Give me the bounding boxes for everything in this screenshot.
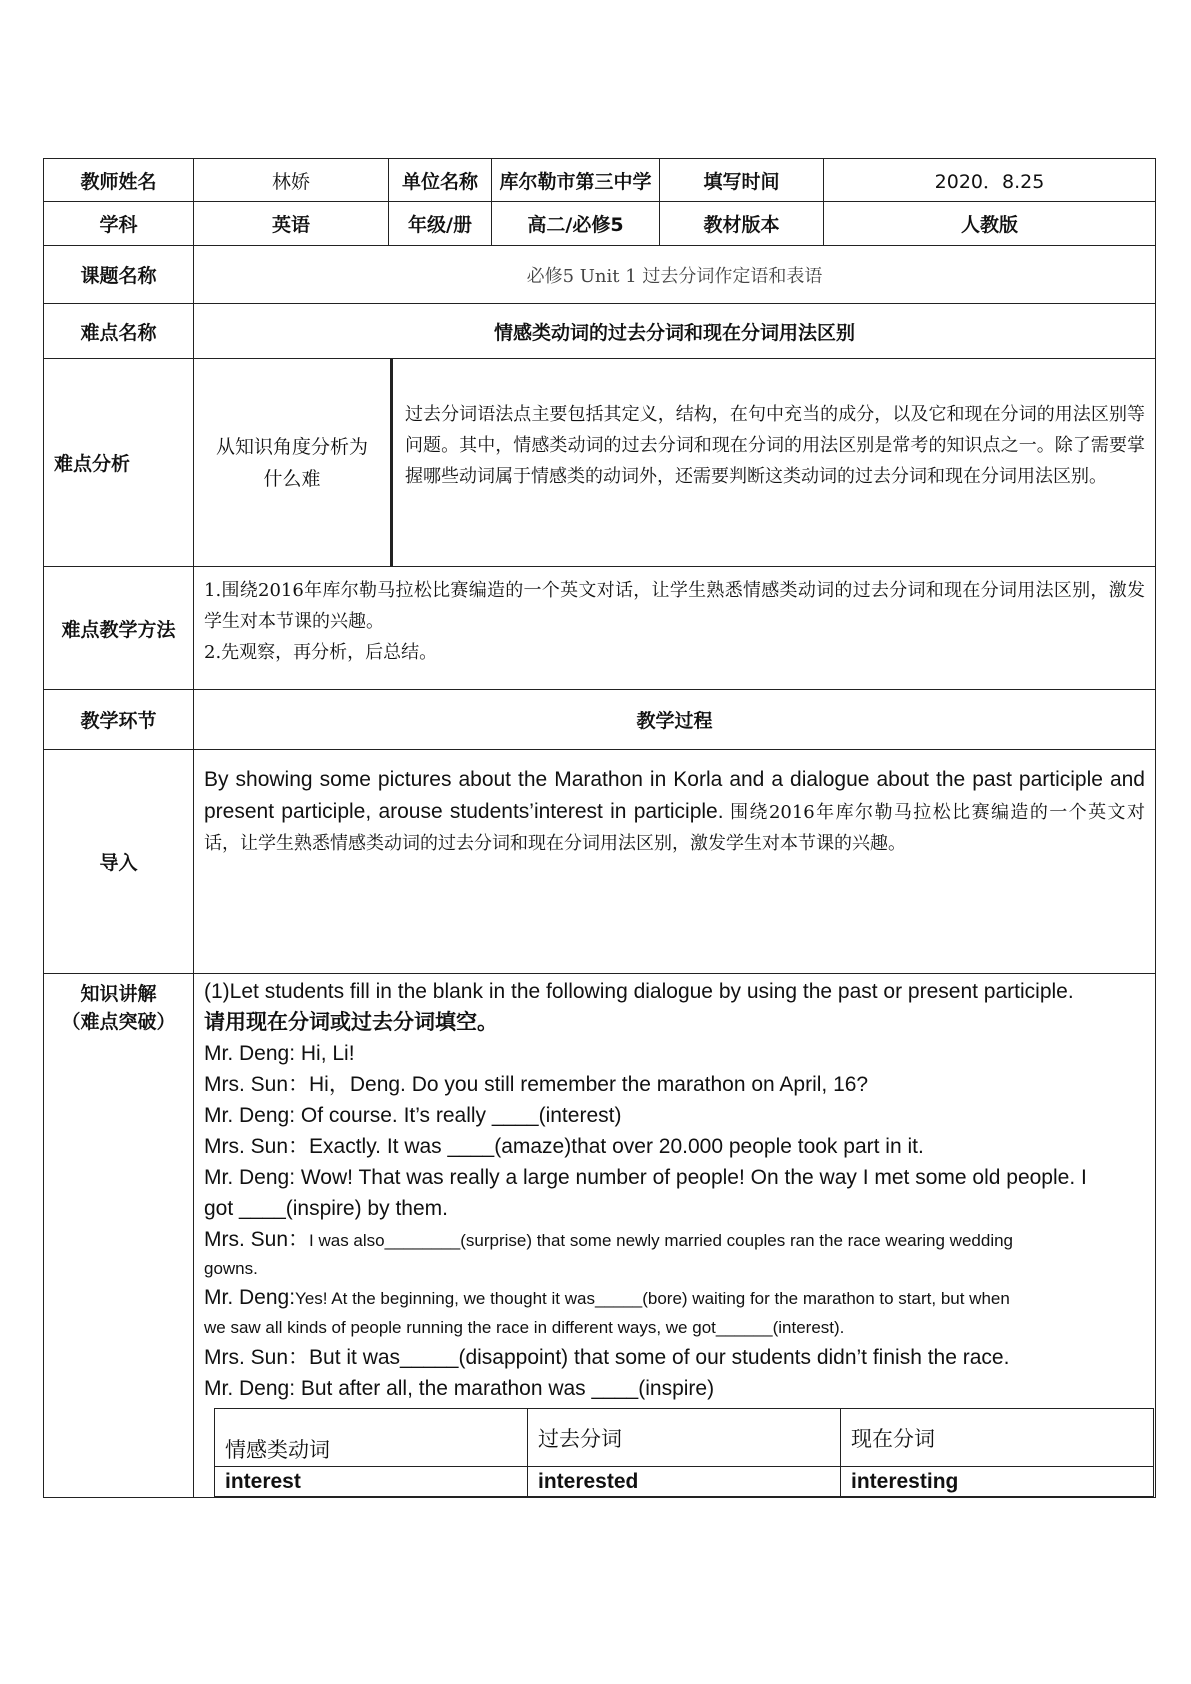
dialogue-line-6-speaker: Mrs. Sun： bbox=[204, 1228, 310, 1251]
verb-cell-present: interesting bbox=[841, 1467, 1154, 1497]
dialogue-line-6-text: I was also________(surprise) that some newly married couples ran the race wearing wedding bbox=[309, 1231, 1014, 1250]
unit-name-value: 库尔勒市第三中学 bbox=[492, 159, 660, 202]
grade-label: 年级/册 bbox=[389, 202, 492, 246]
dialogue-line-9: Mr. Deng: But after all, the marathon was ____(inspire) bbox=[204, 1377, 715, 1400]
process-header: 教学过程 bbox=[194, 690, 1156, 750]
lesson-plan-table bbox=[43, 158, 1156, 1498]
verb-form-table bbox=[214, 1408, 1154, 1497]
intro-text-en: By showing some pictures about the Marathon in Korla and a dialogue about the past participle and present participle, arouse students’interest in participle. bbox=[204, 768, 1145, 823]
analysis-text: 过去分词语法点主要包括其定义，结构，在句中充当的成分，以及它和现在分词的用法区别等问题。其中，情感类动词的过去分词和现在分词的用法区别是常考的知识点之一。除了需要掌握哪些动词属于情感类的动词外，还需要判断这类动词的过去分词和现在分词用法区别。 bbox=[405, 404, 1145, 487]
analysis-cell bbox=[194, 359, 1156, 567]
dialogue-line-7-speaker: Mr. Deng: bbox=[204, 1286, 296, 1309]
verb-header-present: 现在分词 bbox=[841, 1409, 1154, 1467]
analysis-sublabel: 从知识角度分析为什么难 bbox=[215, 435, 368, 490]
dialogue-line-7b: we saw all kinds of people running the race in different ways, we got______(interest). bbox=[204, 1318, 845, 1337]
knowledge-instruction: (1)Let students fill in the blank in the following dialogue by using the past or present participle. bbox=[204, 980, 1074, 1003]
knowledge-sublabel: （难点突破） bbox=[61, 1011, 176, 1033]
verb-header-emotion: 情感类动词 bbox=[215, 1409, 528, 1467]
dialogue-line-7-text: Yes! At the beginning, we thought it was_____(bore) waiting for the marathon to start, but when bbox=[295, 1289, 1010, 1308]
dialogue-line-7 bbox=[204, 1282, 1145, 1314]
knowledge-cell bbox=[194, 974, 1156, 1498]
process-stage-label: 教学环节 bbox=[44, 690, 194, 750]
teacher-name-label: 教师姓名 bbox=[44, 159, 194, 202]
analysis-split bbox=[194, 359, 1155, 566]
fill-date-value: 2020．8.25 bbox=[824, 159, 1156, 202]
intro-paragraph bbox=[204, 764, 1145, 859]
intro-label: 导入 bbox=[44, 750, 194, 974]
method-label: 难点教学方法 bbox=[44, 567, 194, 690]
method-line-1: 1.围绕2016年库尔勒马拉松比赛编造的一个英文对话，让学生熟悉情感类动词的过去分词和现在分词用法区别，激发学生对本节课的兴趣。 bbox=[204, 580, 1145, 632]
dialogue-line-6b: gowns. bbox=[204, 1259, 258, 1278]
knowledge-label-cell bbox=[44, 974, 194, 1498]
unit-name-label: 单位名称 bbox=[389, 159, 492, 202]
difficulty-label: 难点名称 bbox=[44, 304, 194, 359]
method-cell bbox=[194, 567, 1156, 690]
dialogue-line-1: Mr. Deng: Hi, Li! bbox=[204, 1042, 355, 1065]
dialogue-line-5a: Mr. Deng: Wow! That was really a large number of people! On the way I met some old people. I bbox=[204, 1166, 1087, 1189]
teacher-name-value: 林娇 bbox=[194, 159, 389, 202]
fill-date-label: 填写时间 bbox=[660, 159, 824, 202]
dialogue-line-6 bbox=[204, 1224, 1145, 1256]
topic-label: 课题名称 bbox=[44, 246, 194, 304]
dialogue-line-2: Mrs. Sun：Hi，Deng. Do you still remember the marathon on April, 16? bbox=[204, 1073, 869, 1096]
dialogue-line-5b: got ____(inspire) by them. bbox=[204, 1197, 448, 1220]
knowledge-label: 知识讲解 bbox=[80, 983, 157, 1005]
edition-value: 人教版 bbox=[824, 202, 1156, 246]
subject-value: 英语 bbox=[194, 202, 389, 246]
analysis-sublabel-box bbox=[194, 359, 393, 566]
analysis-text-box bbox=[393, 359, 1155, 566]
intro-cell bbox=[194, 750, 1156, 974]
dialogue-line-4: Mrs. Sun：Exactly. It was ____(amaze)that over 20.000 people took part in it. bbox=[204, 1135, 924, 1158]
verb-header-past: 过去分词 bbox=[528, 1409, 841, 1467]
knowledge-instruction-cn: 请用现在分词或过去分词填空。 bbox=[204, 1010, 498, 1034]
edition-label: 教材版本 bbox=[660, 202, 824, 246]
difficulty-value: 情感类动词的过去分词和现在分词用法区别 bbox=[194, 304, 1156, 359]
dialogue-line-3: Mr. Deng: Of course. It’s really ____(interest) bbox=[204, 1104, 622, 1127]
verb-cell-base: interest bbox=[215, 1467, 528, 1497]
analysis-label: 难点分析 bbox=[44, 359, 194, 567]
method-line-2: 2.先观察，再分析，后总结。 bbox=[204, 642, 438, 663]
intro-text-cn: 围绕2016年库尔勒马拉松比赛编造的一个英文对话，让学生熟悉情感类动词的过去分词和现在分词用法区别，激发学生对本节课的兴趣。 bbox=[204, 802, 1145, 854]
grade-value: 高二/必修5 bbox=[492, 202, 660, 246]
subject-label: 学科 bbox=[44, 202, 194, 246]
dialogue-line-8: Mrs. Sun：But it was_____(disappoint) that some of our students didn’t finish the race. bbox=[204, 1346, 1010, 1369]
verb-cell-past: interested bbox=[528, 1467, 841, 1497]
topic-value: 必修5 Unit 1 过去分词作定语和表语 bbox=[194, 246, 1156, 304]
